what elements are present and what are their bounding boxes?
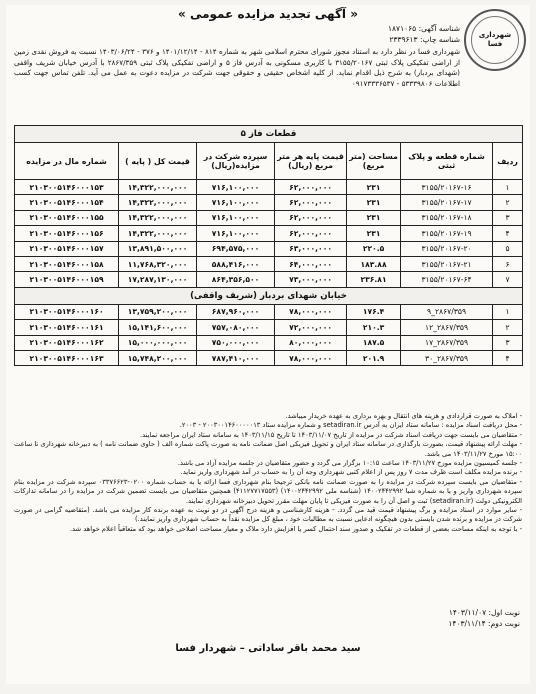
col-header-plot-number: شماره قطعه و پلاک ثبتی bbox=[401, 143, 493, 180]
cell-plot-number: ۲۸۶۷/۳۵۹_۹ bbox=[401, 304, 493, 319]
col-header-total-price: قیمت کل ( پایه ) bbox=[119, 143, 197, 180]
condition-item: - متقاضیان می بایست سپرده شرکت در مزایده را به صورت ضمانت نامه بانکی ترجیحا بنام شهرداری فسا ارائه یا به حساب شماره ۰۲۰۰-۰۳۳۷۶۶۲۳ سپرده شرکت در مزایده بنام سپرده شهرداری واریز و یا به شماره شبا ۱۴۰۰۲۴۴۲۹۹۲ (شناسه ملی ۱۴۰۰۲۴۴۲۹۹۲) (۴۱۱۲۷۷۱۷۵۵۳) همچنین متقاضیان می بایست تضمین شرکت در مزایده را در سامانه تدارکات الکترونیکی دولت (setadiran.ir) ثبت و اصل آن را به صورت فیزیکی تا پایان مهلت مقرر تحویل دبیرخانه شهرداری نمایند. bbox=[14, 477, 522, 505]
cell-total-price: ۱۴,۳۲۲,۰۰۰,۰۰۰ bbox=[119, 180, 197, 195]
cell-price-per-meter: ۶۲,۰۰۰,۰۰۰ bbox=[275, 195, 347, 210]
cell-item-number: ۲۱۰۳۰۰۵۱۴۶۰۰۰۱۶۰ bbox=[15, 304, 119, 319]
cell-item-number: ۲۱۰۳۰۰۵۱۴۶۰۰۰۱۶۱ bbox=[15, 320, 119, 335]
table-row bbox=[15, 241, 523, 256]
cell-deposit: ۶۹۴,۵۷۵,۰۰۰ bbox=[197, 241, 275, 256]
section-title-bordbar-street: خیابان شهدای بردبار (شریف واقفی) bbox=[15, 287, 523, 304]
cell-total-price: ۱۳,۷۵۹,۲۰۰,۰۰۰ bbox=[119, 304, 197, 319]
condition-item: - برنده مزایده مکلف است ظرف مدت ۷ روز پس از اعلام کتبی شهرداری وجه آن را به حساب در آمد شهرداری واریز نماید. bbox=[180, 468, 522, 477]
notice-title: « آگهی تجدید مزایده عمومی » bbox=[178, 7, 358, 21]
cell-item-number: ۲۱۰۳۰۰۵۱۴۶۰۰۰۱۶۳ bbox=[15, 350, 119, 365]
cell-item-number: ۲۱۰۳۰۰۵۱۴۶۰۰۰۱۶۲ bbox=[15, 335, 119, 350]
cell-price-per-meter: ۷۸,۰۰۰,۰۰۰ bbox=[275, 350, 347, 365]
table-row bbox=[15, 226, 523, 241]
auction-table bbox=[14, 125, 523, 366]
cell-price-per-meter: ۶۲,۰۰۰,۰۰۰ bbox=[275, 226, 347, 241]
table-row bbox=[15, 180, 523, 195]
cell-total-price: ۱۴,۳۲۲,۰۰۰,۰۰۰ bbox=[119, 210, 197, 225]
cell-deposit: ۵۸۸,۴۱۶,۰۰۰ bbox=[197, 256, 275, 271]
cell-plot-number: ۲۸۶۷/۳۵۹_۱۷ bbox=[401, 335, 493, 350]
cell-total-price: ۱۵,۷۴۸,۲۰۰,۰۰۰ bbox=[119, 350, 197, 365]
cell-row-number: ۱ bbox=[493, 180, 523, 195]
cell-plot-number: ۳۱۵۵/۲۰۱۶۷-۱۸ bbox=[401, 210, 493, 225]
cell-total-price: ۱۷,۲۸۷,۱۳۰,۰۰۰ bbox=[119, 272, 197, 287]
table-row bbox=[15, 350, 523, 365]
cell-price-per-meter: ۶۲,۰۰۰,۰۰۰ bbox=[275, 180, 347, 195]
cell-plot-number: ۳۱۵۵/۲۰۱۶۷-۲۱ bbox=[401, 256, 493, 271]
cell-total-price: ۱۵,۱۴۱,۶۰۰,۰۰۰ bbox=[119, 320, 197, 335]
table-header-row bbox=[15, 143, 523, 180]
table-row bbox=[15, 195, 523, 210]
cell-row-number: ۴ bbox=[493, 226, 523, 241]
condition-item: - املاک به صورت قراردادی و هزینه های انتقال و بهره برداری به عهده خریدار میباشد. bbox=[285, 412, 522, 420]
cell-row-number: ۲ bbox=[493, 195, 523, 210]
condition-item: - متقاضیان می بایست جهت دریافت اسناد شرکت در مزایده از تاریخ ۱۴۰۳/۱۱/۰۷ تا تاریخ ۱۴۰۳/۱۱/۱۵ به سامانه ستاد ایران مراجعه نمایند. bbox=[139, 430, 522, 439]
notice-identifiers bbox=[388, 23, 460, 45]
cell-area: ۲۳۱ bbox=[347, 195, 401, 210]
cell-plot-number: ۳۱۵۵/۲۰۱۶۷-۱۹ bbox=[401, 226, 493, 241]
cell-item-number: ۲۱۰۳۰۰۵۱۴۶۰۰۰۱۵۷ bbox=[15, 241, 119, 256]
condition-item: - با توجه به اینکه مساحت بعضی از قطعات در تفکیک و صدور سند احتمال کسر یا افزایش دارد ملاک و معیار مساحت اصلاحی خواهد بود که متعاقباً اعلام خواهد شد. bbox=[69, 524, 522, 533]
cell-area: ۲۳۱ bbox=[347, 180, 401, 195]
cell-price-per-meter: ۶۳,۰۰۰,۰۰۰ bbox=[275, 241, 347, 256]
cell-total-price: ۱۱,۷۶۸,۳۲۰,۰۰۰ bbox=[119, 256, 197, 271]
auction-table-body bbox=[15, 126, 523, 366]
table-row bbox=[15, 320, 523, 335]
cell-total-price: ۱۵,۰۰۰,۰۰۰,۰۰۰ bbox=[119, 335, 197, 350]
condition-item: - مهلت ارائه پیشنهاد قیمت، بصورت بارگذاری در سامانه ستاد ایران و تحویل فیزیکی اصل ضمانت نامه به صورت پاکت شماره الف ( حاوی ضمانت نامه ) به دبیرخانه شهرداری تا ساعت ۱۵:۰۰ مورخ ۱۴۰۳/۱۱/۲۷ می باشد. bbox=[14, 440, 522, 458]
cell-item-number: ۲۱۰۳۰۰۵۱۴۶۰۰۰۱۵۸ bbox=[15, 256, 119, 271]
cell-row-number: ۷ bbox=[493, 272, 523, 287]
cell-plot-number: ۳۱۵۵/۲۰۱۶۷-۲۰ bbox=[401, 241, 493, 256]
cell-deposit: ۷۱۶,۱۰۰,۰۰۰ bbox=[197, 180, 275, 195]
cell-price-per-meter: ۷۳,۰۰۰,۰۰۰ bbox=[275, 272, 347, 287]
intro-paragraph: شهرداری فسا در نظر دارد به استناد مجوز شورای محترم اسلامی شهر به شماره ۸۱۴ - ۱۴۰۱/۱۲/۱۴ و ۳۷۶ - ۱۴۰۳/۰۶/۲۴ نسبت به فروش نقدی زمین از اراضی تفکیکی پلاک ثبتی ۳۱۵۵/۲۰۱۶۷ با کاربری مسکونی به آدرس فاز ۵ و اراضی تفکیکی پلاک ثبتی ۲۸۶۷/۳۵۹ با آدرس خیابان شریف واقفی (شهدای بردبار) به شرح ذیل اقدام نماید. از کلیه اشخاص حقیقی و حقوقی جهت شرکت در مزایده دعوت به عمل می آید. تلفن تماس جهت کسب اطلاعات ۵۳۳۳۹۸۰۶ - ۰۹۱۷۳۳۳۶۵۳۷ bbox=[14, 47, 461, 88]
cell-area: ۲۱۰.۳ bbox=[347, 320, 401, 335]
cell-deposit: ۷۱۶,۱۰۰,۰۰۰ bbox=[197, 195, 275, 210]
cell-plot-number: ۳۱۵۵/۲۰۱۶۷-۱۶ bbox=[401, 180, 493, 195]
seal-text: شهرداری فسا bbox=[471, 16, 519, 64]
section-title-phase5: قطعات فاز ۵ bbox=[15, 126, 523, 143]
cell-item-number: ۲۱۰۳۰۰۵۱۴۶۰۰۰۱۵۹ bbox=[15, 272, 119, 287]
section-header-phase5 bbox=[15, 126, 523, 143]
cell-deposit: ۶۸۷,۹۶۰,۰۰۰ bbox=[197, 304, 275, 319]
signatory-name: سید محمد باقر ساداتی – شهردار فسا bbox=[175, 643, 361, 654]
cell-area: ۲۳۶.۸۱ bbox=[347, 272, 401, 287]
cell-area: ۲۳۱ bbox=[347, 226, 401, 241]
cell-row-number: ۶ bbox=[493, 256, 523, 271]
cell-area: ۲۲۰.۵ bbox=[347, 241, 401, 256]
col-header-price-per-meter: قیمت پایه هر متر مربع (ریال) bbox=[275, 143, 347, 180]
cell-deposit: ۷۸۷,۴۱۰,۰۰۰ bbox=[197, 350, 275, 365]
col-header-area: مساحت (متر مربع) bbox=[347, 143, 401, 180]
cell-deposit: ۷۵۷,۰۸۰,۰۰۰ bbox=[197, 320, 275, 335]
cell-area: ۲۳۱ bbox=[347, 210, 401, 225]
cell-plot-number: ۲۸۶۷/۳۵۹_۱۲ bbox=[401, 320, 493, 335]
second-publication-date: نوبت دوم: ۱۴۰۳/۱۱/۱۴ bbox=[448, 619, 520, 628]
cell-item-number: ۲۱۰۳۰۰۵۱۴۶۰۰۰۱۵۳ bbox=[15, 180, 119, 195]
cell-price-per-meter: ۶۴,۰۰۰,۰۰۰ bbox=[275, 256, 347, 271]
table-row bbox=[15, 210, 523, 225]
cell-total-price: ۱۴,۳۲۲,۰۰۰,۰۰۰ bbox=[119, 195, 197, 210]
table-row bbox=[15, 335, 523, 350]
first-publication-date: نوبت اول: ۱۴۰۳/۱۱/۰۷ bbox=[448, 608, 520, 617]
cell-deposit: ۸۶۴,۳۵۶,۵۰۰ bbox=[197, 272, 275, 287]
table-row bbox=[15, 272, 523, 287]
col-header-item-number: شماره مال در مزایده bbox=[15, 143, 119, 180]
cell-area: ۱۸۷.۵ bbox=[347, 335, 401, 350]
condition-item: - محل دریافت اسناد مزایده : سامانه ستاد ایران به آدرس setadiran.ir و شماره مزایده ستاد ۲۰۰۳۰۰۱۴۶۰۰۰۰۰۱۳ - ۲۰۰۳. bbox=[179, 421, 522, 430]
cell-area: ۱۷۶.۴ bbox=[347, 304, 401, 319]
condition-item: - سایر موارد در اسناد مزایده و برگ پیشنهاد قیمت قید می گردد. - هزینه کارشناسی و هزینه درج آگهی در دو نوبت به عهده برنده کار مزایده می باشد. (متقاضیه گرامی در صورت شرکت در مزایده و برنده شدن بایستی بدون هیچگونه ادعایی نسبت به مطالبات خود ، مبلغ کل مزایده نقداً به حساب شهرداری واریز نمایند.) bbox=[14, 506, 522, 524]
notice-page bbox=[6, 5, 530, 684]
cell-price-per-meter: ۶۲,۰۰۰,۰۰۰ bbox=[275, 210, 347, 225]
notice-id: شناسه آگهی: ۱۸۷۱۰۶۵ bbox=[388, 24, 460, 33]
cell-deposit: ۷۵۰,۰۰۰,۰۰۰ bbox=[197, 335, 275, 350]
cell-price-per-meter: ۸۰,۰۰۰,۰۰۰ bbox=[275, 335, 347, 350]
table-row bbox=[15, 304, 523, 319]
cell-total-price: ۱۴,۳۲۲,۰۰۰,۰۰۰ bbox=[119, 226, 197, 241]
cell-row-number: ۳ bbox=[493, 335, 523, 350]
cell-plot-number: ۲۸۶۷/۳۵۹_۳۰ bbox=[401, 350, 493, 365]
cell-total-price: ۱۳,۸۹۱,۵۰۰,۰۰۰ bbox=[119, 241, 197, 256]
cell-item-number: ۲۱۰۳۰۰۵۱۴۶۰۰۰۱۵۴ bbox=[15, 195, 119, 210]
col-header-row-number: ردیف bbox=[493, 143, 523, 180]
municipality-seal-logo bbox=[464, 9, 526, 71]
table-row bbox=[15, 256, 523, 271]
publication-dates bbox=[448, 607, 520, 629]
cell-plot-number: ۳۱۵۵/۲۰۱۶۷-۶۴ bbox=[401, 272, 493, 287]
cell-row-number: ۲ bbox=[493, 320, 523, 335]
conditions-list bbox=[14, 412, 522, 534]
col-header-deposit: سپرده شرکت در مزایده(ریال) bbox=[197, 143, 275, 180]
print-id: شناسه چاپ: ۲۳۳۹۶۱۳ bbox=[389, 35, 460, 44]
cell-plot-number: ۳۱۵۵/۲۰۱۶۷-۱۷ bbox=[401, 195, 493, 210]
cell-area: ۱۸۳.۸۸ bbox=[347, 256, 401, 271]
cell-area: ۲۰۱.۹ bbox=[347, 350, 401, 365]
cell-price-per-meter: ۷۸,۰۰۰,۰۰۰ bbox=[275, 304, 347, 319]
cell-deposit: ۷۱۶,۱۰۰,۰۰۰ bbox=[197, 210, 275, 225]
cell-row-number: ۱ bbox=[493, 304, 523, 319]
cell-item-number: ۲۱۰۳۰۰۵۱۴۶۰۰۰۱۵۶ bbox=[15, 226, 119, 241]
cell-row-number: ۳ bbox=[493, 210, 523, 225]
cell-deposit: ۷۱۶,۱۰۰,۰۰۰ bbox=[197, 226, 275, 241]
condition-item: - جلسه کمیسیون مزایده مورخ ۱۴۰۳/۱۱/۲۷ ساعت ۱۰:۱۵ برگزار می گردد و حضور متقاضیان در جلسه مزایده آزاد می باشد. bbox=[177, 459, 522, 468]
section-header-bordbar-street bbox=[15, 287, 523, 304]
cell-row-number: ۵ bbox=[493, 241, 523, 256]
cell-price-per-meter: ۷۲,۰۰۰,۰۰۰ bbox=[275, 320, 347, 335]
cell-item-number: ۲۱۰۳۰۰۵۱۴۶۰۰۰۱۵۵ bbox=[15, 210, 119, 225]
cell-row-number: ۴ bbox=[493, 350, 523, 365]
